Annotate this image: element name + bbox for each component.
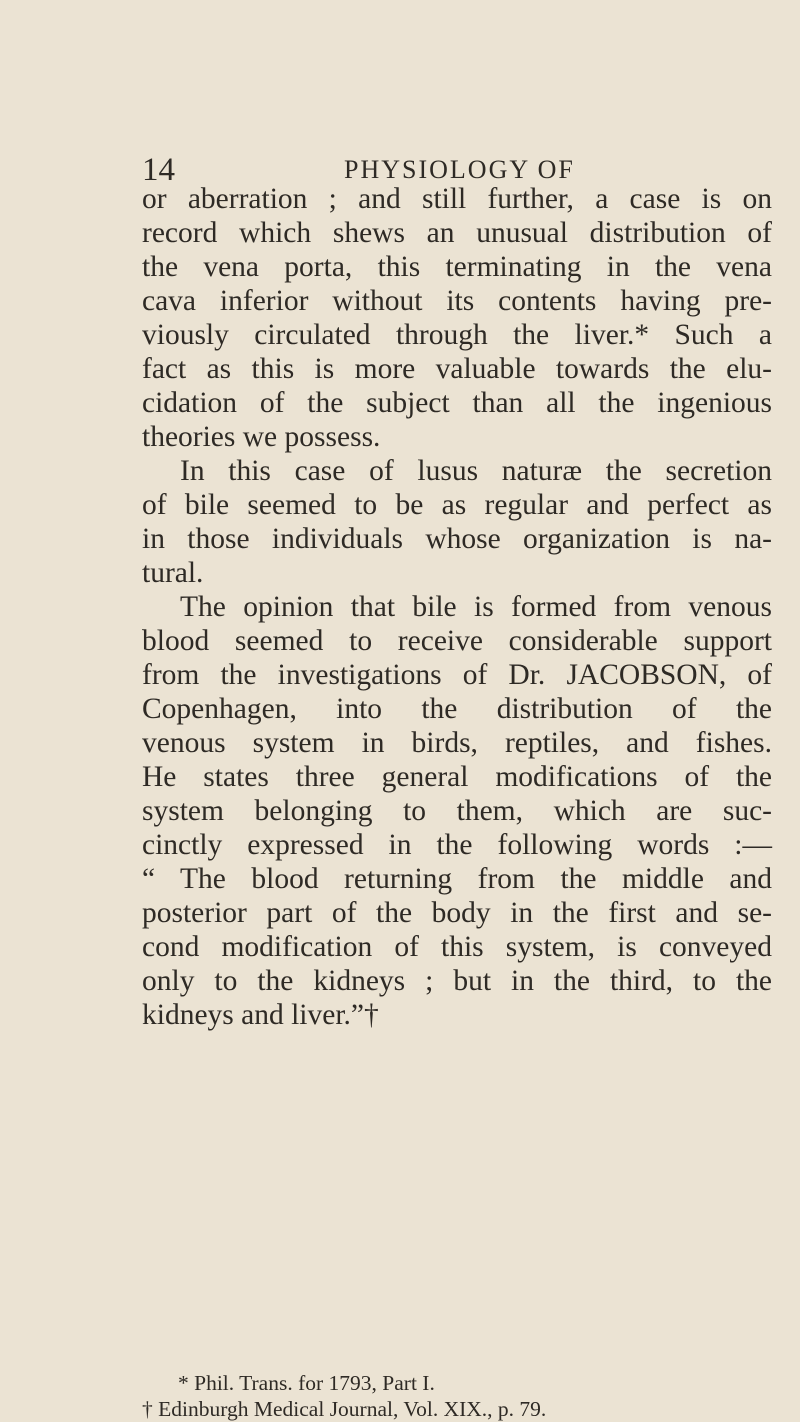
text-line: viously circulated through the liver.* Such a [142, 319, 772, 351]
text-line: system belonging to them, which are suc- [142, 795, 772, 827]
text-line: in those individuals whose organization is na- [142, 523, 772, 555]
footnote: † Edinburgh Medical Journal, Vol. XIX., p. 79. [142, 1397, 547, 1421]
text-line: venous system in birds, reptiles, and fishes. [142, 727, 772, 759]
text-line: cava inferior without its contents having pre- [142, 285, 772, 317]
text-line: of bile seemed to be as regular and perfect as [142, 489, 772, 521]
text-line: tural. [142, 557, 204, 589]
text-line: cinctly expressed in the following words :— [142, 829, 772, 861]
text-line: kidneys and liver.”† [142, 999, 379, 1031]
text-line: theories we possess. [142, 421, 381, 453]
text-line: blood seemed to receive considerable support [142, 625, 772, 657]
text-line: posterior part of the body in the first and se- [142, 897, 772, 929]
text-line: “ The blood returning from the middle and [142, 863, 772, 895]
page-number: 14 [142, 152, 175, 188]
footnote: * Phil. Trans. for 1793, Part I. [178, 1371, 435, 1395]
text-line: cond modification of this system, is conveyed [142, 931, 772, 963]
text-line: cidation of the subject than all the ingenious [142, 387, 772, 419]
text-line: record which shews an unusual distribution of [142, 217, 772, 249]
running-title: PHYSIOLOGY OF [344, 155, 575, 184]
text-line: In this case of lusus naturæ the secretion [180, 455, 772, 487]
text-line: The opinion that bile is formed from venous [180, 591, 772, 623]
text-line: fact as this is more valuable towards the elu- [142, 353, 772, 385]
text-line: Copenhagen, into the distribution of the [142, 693, 772, 725]
text-line: the vena porta, this terminating in the vena [142, 251, 772, 283]
text-line: He states three general modifications of the [142, 761, 772, 793]
body-text [142, 182, 772, 1032]
text-line: only to the kidneys ; but in the third, to the [142, 965, 772, 997]
footnotes [142, 1370, 546, 1422]
text-line: or aberration ; and still further, a case is on [142, 183, 772, 215]
text-line: from the investigations of Dr. JACOBSON, of [142, 659, 772, 691]
